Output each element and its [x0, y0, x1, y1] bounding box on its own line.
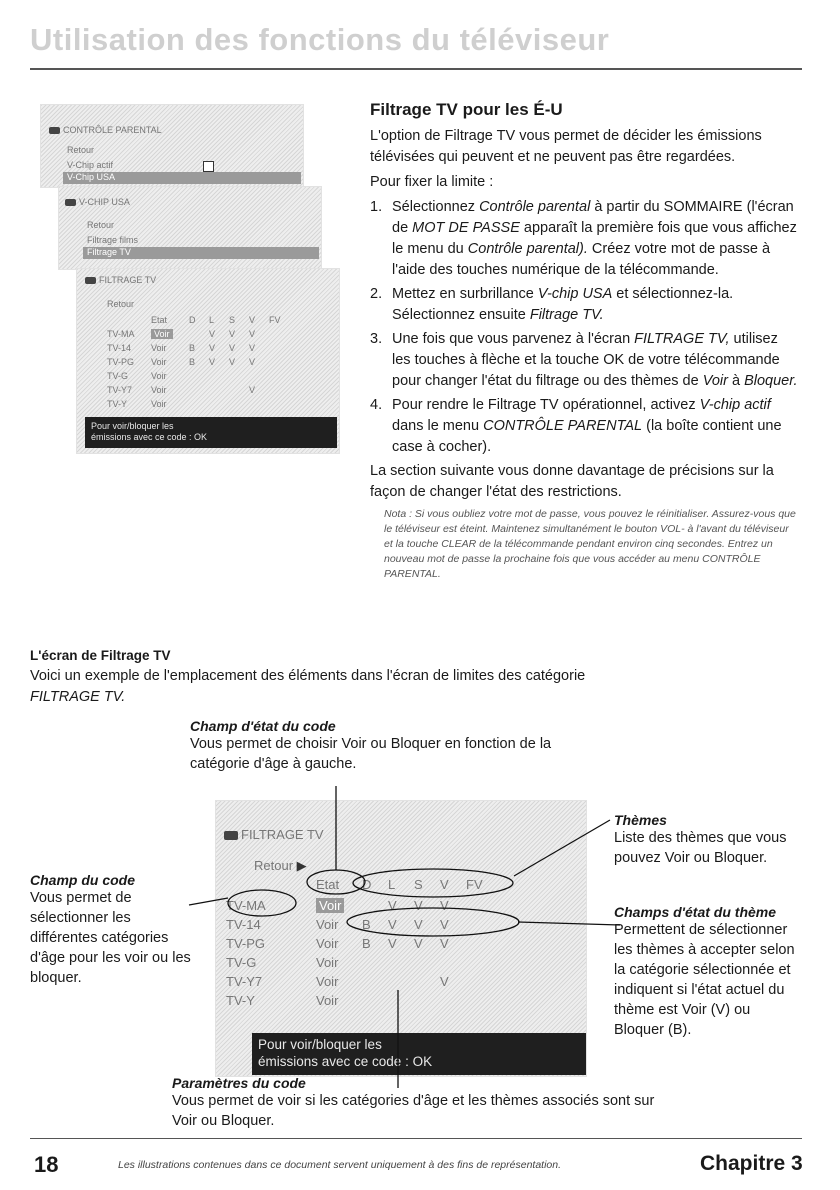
grid-rating-label: TV-G	[107, 371, 129, 381]
osd-parental-title: CONTRÔLE PARENTAL	[49, 125, 162, 135]
callout-theme-status: Champs d'état du thème Permettent de sélectionner les thèmes à accepter selon la catégorie sélectionnée et indiquent si l'état actuel du thème est Voir (V) ou Bloquer (B).	[614, 904, 795, 1038]
page-title: Utilisation des fonctions du téléviseur	[30, 22, 610, 57]
grid-theme-cell: V	[249, 385, 256, 395]
grid-status-cell: Voir	[151, 385, 167, 395]
grid-theme-cell: V	[414, 936, 423, 951]
grid-theme-cell: V	[229, 329, 236, 339]
grid-rating-label: TV-MA	[107, 329, 135, 339]
after-paragraph: La section suivante vous donne davantage de précisions sur la façon de changer l'état des restrictions.	[370, 463, 774, 500]
grid-theme-cell: V	[249, 329, 256, 339]
grid-header-theme: V	[440, 877, 449, 892]
step-item: 2. Mettez en surbrillance V-chip USA et sélectionnez-la. Sélectionnez ensuite Filtrage TV.	[370, 286, 734, 323]
grid-status-cell: Voir	[151, 357, 167, 367]
osd-vchip-highlight: Filtrage TV	[83, 247, 319, 259]
osd-vchip-item: Filtrage films	[87, 235, 139, 245]
grid-theme-cell: V	[209, 357, 216, 367]
line-themes	[514, 820, 610, 876]
step-item: 4. Pour rendre le Filtrage TV opérationnel, activez V-chip actif dans le menu CONTRÔLE PARENTAL (la boîte contient une case à cocher).	[370, 397, 782, 455]
grid-rating-label: TV-PG	[226, 936, 266, 951]
grid-theme-cell: V	[414, 898, 423, 913]
screen-section-heading: L'écran de Filtrage TV	[30, 648, 171, 663]
footer-rule	[30, 1138, 802, 1139]
grid-rating-label: TV-Y	[226, 993, 255, 1008]
callout-params: Paramètres du code Vous permet de voir si les catégories d'âge et les thèmes associés sont sur Voir ou Bloquer.	[172, 1075, 655, 1129]
osd-filter-title: FILTRAGE TV	[85, 275, 156, 285]
screen-section-text: Voici un exemple de l'emplacement des éléments dans l'écran de limites des catégorie FILTRAGE TV.	[30, 668, 586, 705]
intro-paragraph: L'option de Filtrage TV vous permet de décider les émissions télévisées qui peuvent et ne peuvent pas être regardées.	[370, 128, 762, 165]
grid-status-cell: Voir	[151, 371, 167, 381]
grid-status-cell: Voir	[316, 917, 339, 932]
osd-vchip-item: Retour	[87, 220, 115, 230]
circle-theme-status	[347, 908, 519, 936]
grid-theme-cell: B	[189, 357, 196, 367]
grid-header-theme: FV	[466, 877, 483, 892]
grid-theme-cell: V	[440, 974, 449, 989]
grid-status-cell: Voir	[151, 399, 167, 409]
step-item: 3. Une fois que vous parvenez à l'écran FILTRAGE TV, utilisez les touches à flèche et la touche OK de votre télécommande pour changer l'état du filtrage ou des thèmes de Voir à Bloquer.	[370, 331, 798, 389]
grid-rating-label: TV-PG	[107, 357, 135, 367]
grid-theme-cell: V	[414, 917, 423, 932]
osd-filter-bottom-bar: Pour voir/bloquer les émissions avec ce code : OK	[85, 417, 337, 448]
page-number: 18	[34, 1152, 59, 1177]
osd-large-retour: Retour ▶	[254, 858, 307, 873]
note-paragraph: Nota : Si vous oubliez votre mot de passe, vous pouvez le réinitialiser. Assurez-vous que le téléviseur est éteint. Maintenez simultanément le bouton VOL- à l'avant du téléviseur et la touche CLEAR de la télécommande pendant environ cinq secondes. Entrez un nouveau mot de passe la prochaine fois que vous accéder au menu CONTRÔLE PARENTAL.	[384, 508, 796, 580]
grid-status-cell: Voir	[316, 974, 339, 989]
circle-code-rating	[228, 890, 296, 916]
osd-large-title: FILTRAGE TV	[224, 827, 324, 842]
grid-theme-cell: V	[440, 917, 449, 932]
grid-theme-cell: V	[249, 343, 256, 353]
lead-paragraph: Pour fixer la limite :	[370, 174, 494, 190]
grid-theme-cell: V	[388, 936, 397, 951]
osd-parental-item: Retour	[67, 145, 95, 155]
grid-header-theme: V	[249, 315, 256, 325]
line-theme-status	[518, 922, 620, 925]
grid-status-cell: Voir	[316, 993, 339, 1008]
grid-header-theme: FV	[269, 315, 281, 325]
grid-rating-label: TV-14	[226, 917, 261, 932]
grid-header-status: Etat	[151, 315, 168, 325]
osd-large-bottom-bar: Pour voir/bloquer les émissions avec ce code : OK	[252, 1033, 586, 1075]
grid-header-theme: L	[209, 315, 215, 325]
callout-themes: Thèmes Liste des thèmes que vous pouvez Voir ou Bloquer.	[614, 812, 787, 866]
grid-header-theme: D	[362, 877, 372, 892]
grid-header-theme: L	[388, 877, 396, 892]
grid-header-status: Etat	[316, 877, 340, 892]
grid-theme-cell: V	[229, 343, 236, 353]
grid-theme-cell: V	[229, 357, 236, 367]
grid-theme-cell: B	[189, 343, 196, 353]
circle-themes-header	[353, 869, 513, 897]
grid-status-cell: Voir	[316, 936, 339, 951]
grid-rating-label: TV-Y	[107, 399, 128, 409]
osd-parental-highlight: V-Chip USA	[63, 172, 301, 184]
grid-theme-cell: B	[362, 917, 371, 932]
grid-status-cell: Voir	[151, 343, 167, 353]
osd-vchip-title: V-CHIP USA	[65, 197, 130, 207]
chapter-label: Chapitre 3	[700, 1152, 803, 1175]
grid-theme-cell: V	[388, 917, 397, 932]
arrow-right-icon: ▶	[296, 858, 307, 873]
osd-parental-item: V-Chip actif	[67, 160, 114, 170]
grid-theme-cell: V	[440, 898, 449, 913]
grid-status-cell: Voir	[316, 898, 344, 913]
circle-status-header	[307, 870, 365, 894]
grid-rating-label: TV-G	[226, 955, 257, 970]
grid-rating-label: TV-14	[107, 343, 132, 353]
section-heading-us-filter: Filtrage TV pour les É-U	[370, 100, 563, 119]
grid-theme-cell: V	[209, 329, 216, 339]
grid-rating-label: TV-Y7	[226, 974, 263, 989]
step-item: 1. Sélectionnez Contrôle parental à partir du SOMMAIRE (l'écran de MOT DE PASSE apparaît la première fois que vous affichez le menu du Contrôle parental). Créez votre mot de passe à l'aide des touches numérique de la télécommande.	[370, 199, 797, 278]
osd-filter-retour: Retour	[107, 299, 135, 309]
footer-disclaimer: Les illustrations contenues dans ce document servent uniquement à des fins de représentation.	[118, 1159, 562, 1171]
grid-theme-cell: V	[388, 898, 397, 913]
grid-theme-cell: V	[209, 343, 216, 353]
grid-header-theme: S	[414, 877, 423, 892]
grid-rating-label: TV-Y7	[107, 385, 133, 395]
callout-code-field: Champ du code Vous permet de sélectionner les différentes catégories d'âge pour les voir ou les bloquer.	[30, 872, 191, 986]
grid-theme-cell: B	[362, 936, 371, 951]
grid-rating-label: TV-MA	[226, 898, 266, 913]
grid-theme-cell: V	[440, 936, 449, 951]
grid-header-theme: S	[229, 315, 236, 325]
grid-status-cell: Voir	[151, 329, 173, 339]
grid-header-theme: D	[189, 315, 196, 325]
grid-status-cell: Voir	[316, 955, 339, 970]
callout-status-field: Champ d'état du code Vous permet de choisir Voir ou Bloquer en fonction de la catégorie d'âge à gauche.	[190, 718, 552, 772]
grid-theme-cell: V	[249, 357, 256, 367]
